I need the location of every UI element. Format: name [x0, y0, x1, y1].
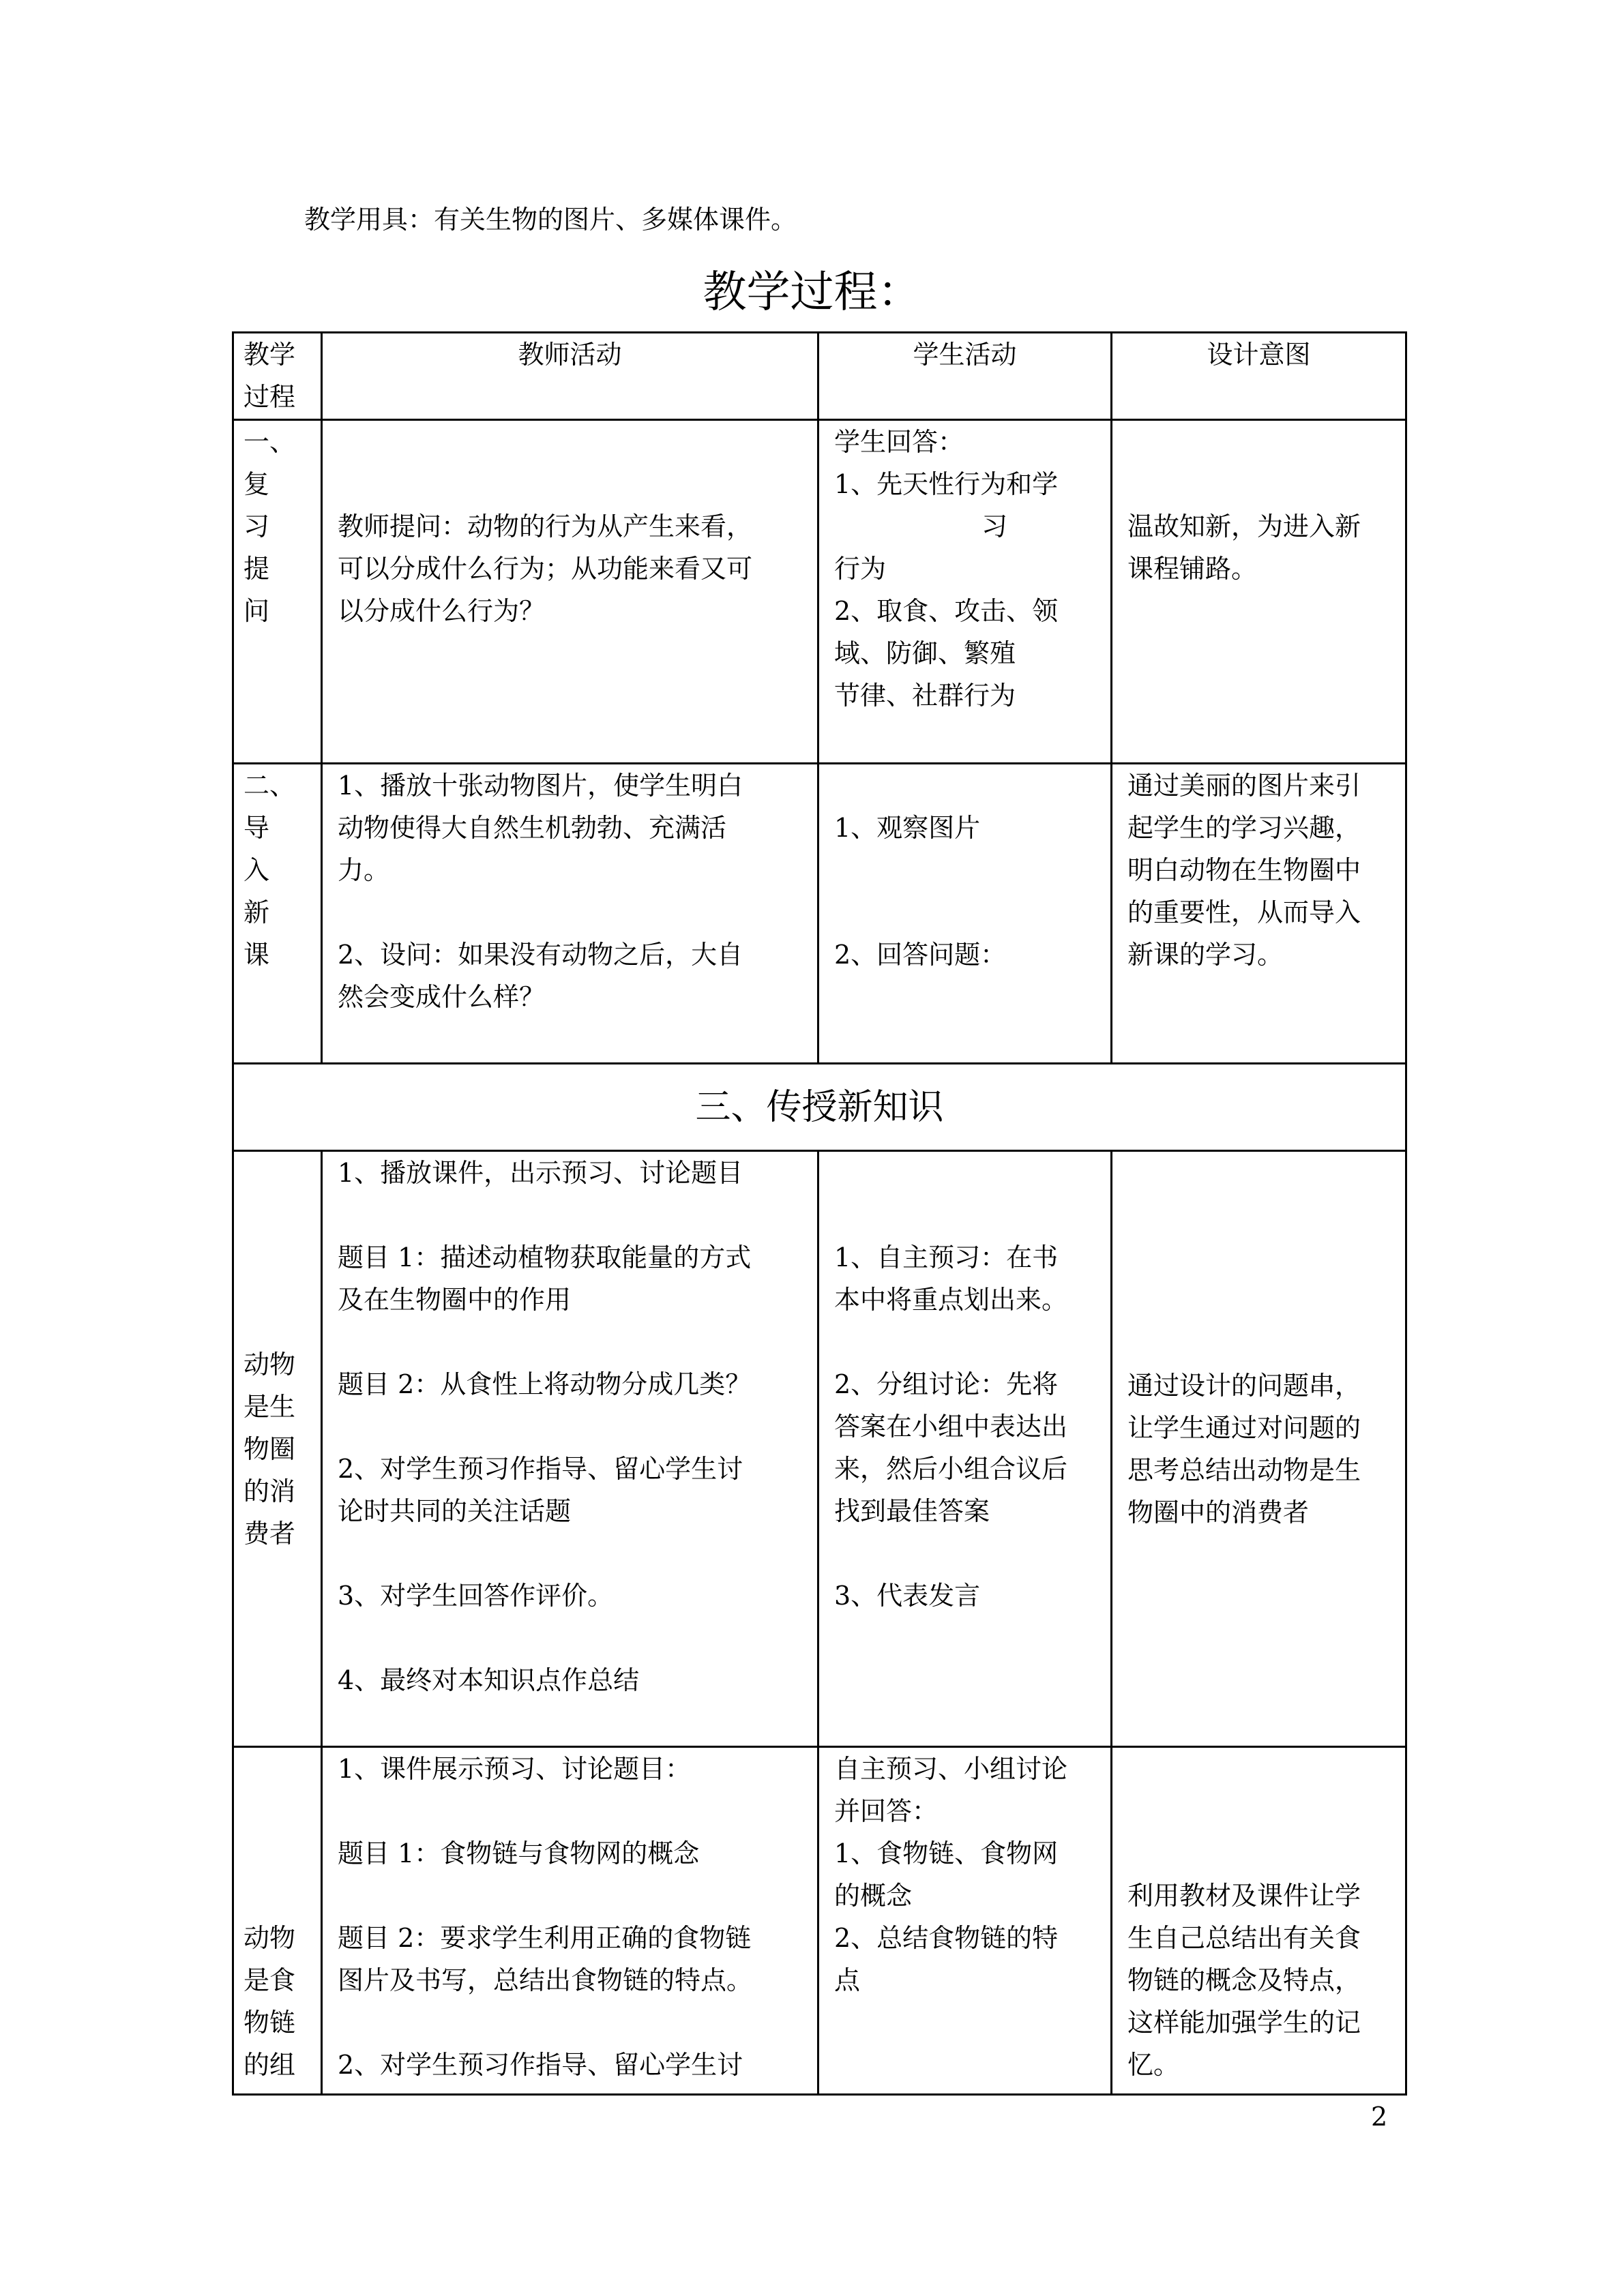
student-activity-food-chain: 自主预习、小组讨论 并回答： 1、食物链、食物网 的概念 2、总结食物链的特 点	[818, 1747, 1112, 2095]
table-row-consumer	[233, 1151, 1406, 1747]
table-row-section-title	[233, 1064, 1406, 1151]
student-activity-review: 学生回答： 1、先天性行为和学 习 行为 2、取食、攻击、领 域、防御、繁殖 节律、社群行为	[818, 420, 1112, 764]
header-teacher-activity: 教师活动	[322, 333, 818, 420]
table-row-intro-lesson	[233, 764, 1406, 1064]
design-intent-intro-lesson: 通过美丽的图片来引 起学生的学习兴趣， 明白动物在生物圈中 的重要性，从而导入 新课的学习。	[1112, 764, 1406, 1064]
stage-food-chain: 动物 是食 物链 的组	[233, 1747, 322, 2095]
header-design-intent: 设计意图	[1112, 333, 1406, 420]
table-row-review	[233, 420, 1406, 764]
teacher-activity-review: 教师提问：动物的行为从产生来看， 可以分成什么行为；从功能来看又可 以分成什么行为？	[322, 420, 818, 764]
section-title-new-knowledge: 三、传授新知识	[233, 1064, 1406, 1151]
teacher-activity-intro-lesson: 1、播放十张动物图片，使学生明白 动物使得大自然生机勃勃、充满活 力。 2、设问：如果没有动物之后，大自 然会变成什么样？	[322, 764, 818, 1064]
teacher-activity-consumer: 1、播放课件，出示预习、讨论题目 题目 1：描述动植物获取能量的方式 及在生物圈中的作用 题目 2：从食性上将动物分成几类？ 2、对学生预习作指导、留心学生讨 论时共同的关注话题 3、对学生回答作评价。 4、最终对本知识点作总结	[322, 1151, 818, 1747]
header-student-activity: 学生活动	[818, 333, 1112, 420]
page-number: 2	[1371, 2102, 1388, 2132]
student-activity-consumer: 1、自主预习：在书 本中将重点划出来。 2、分组讨论：先将 答案在小组中表达出 来，然后小组合议后 找到最佳答案 3、代表发言	[818, 1151, 1112, 1747]
teacher-activity-food-chain: 1、课件展示预习、讨论题目： 题目 1：食物链与食物网的概念 题目 2：要求学生利用正确的食物链 图片及书写，总结出食物链的特点。 2、对学生预习作指导、留心学生讨	[322, 1747, 818, 2095]
stage-intro-lesson: 二、 导 入 新 课	[233, 764, 322, 1064]
table-row-food-chain	[233, 1747, 1406, 2095]
header-stage: 教学 过程	[233, 333, 322, 420]
stage-review: 一、 复 习 提 问	[233, 420, 322, 764]
section-title-teaching-process: 教学过程：	[703, 267, 921, 318]
stage-consumer: 动物 是生 物圈 的消 费者	[233, 1151, 322, 1747]
table-header-row	[233, 333, 1406, 420]
student-activity-intro-lesson: 1、观察图片 2、回答问题：	[818, 764, 1112, 1064]
lesson-plan-table	[232, 331, 1407, 2096]
design-intent-consumer: 通过设计的问题串， 让学生通过对问题的 思考总结出动物是生 物圈中的消费者	[1112, 1151, 1406, 1747]
design-intent-food-chain: 利用教材及课件让学 生自己总结出有关食 物链的概念及特点， 这样能加强学生的记 忆。	[1112, 1747, 1406, 2095]
design-intent-review: 温故知新，为进入新 课程铺路。	[1112, 420, 1406, 764]
teaching-tools-line: 教学用具：有关生物的图片、多媒体课件。	[304, 205, 797, 235]
